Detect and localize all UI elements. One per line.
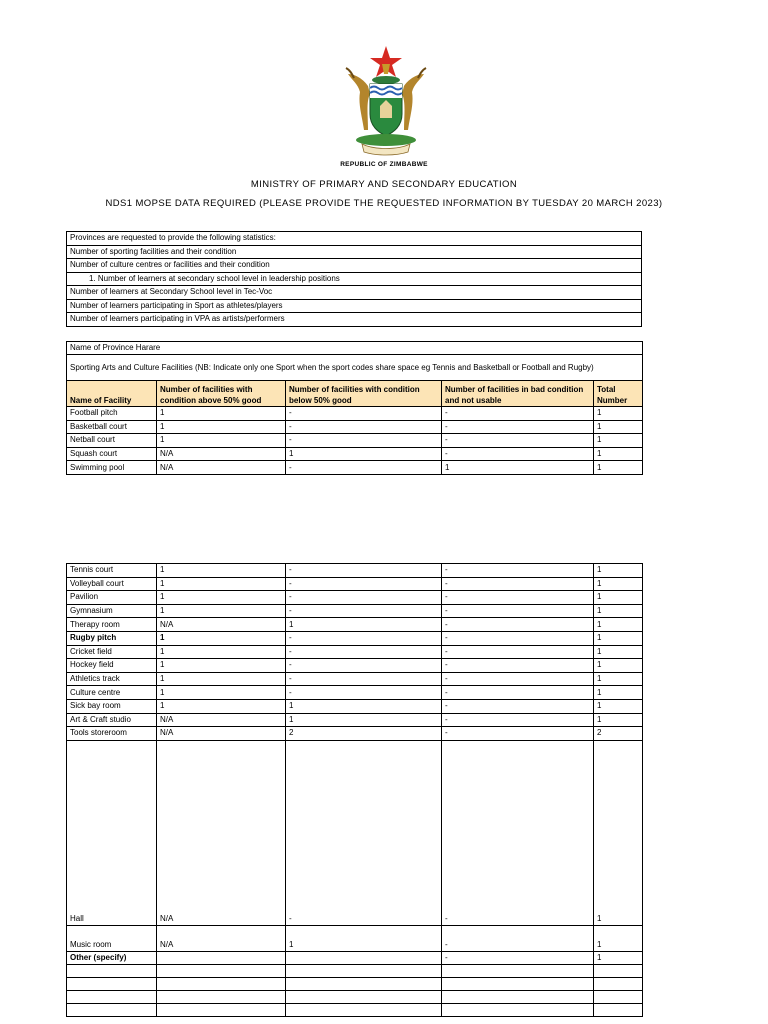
table-row: [67, 564, 643, 578]
table-cell: 1: [286, 713, 442, 727]
coat-of-arms-emblem: [338, 44, 434, 158]
table-cell: -: [442, 727, 594, 741]
table-cell: 1: [286, 925, 442, 951]
table-cell: -: [442, 577, 594, 591]
table-cell: 1: [157, 434, 286, 448]
facility-name-cell: Football pitch: [67, 407, 157, 421]
republic-heading: REPUBLIC OF ZIMBABWE: [340, 161, 428, 168]
table-cell: 1: [157, 577, 286, 591]
column-header: Total Number: [594, 381, 643, 407]
table-cell: 1: [442, 461, 594, 475]
facilities-table-part2: [66, 563, 643, 1017]
table-cell: -: [442, 591, 594, 605]
table-cell: -: [286, 564, 442, 578]
facility-name-cell: Culture centre: [67, 686, 157, 700]
stats-item: Number of culture centres or facilities and their condition: [67, 259, 642, 273]
table-cell: -: [442, 645, 594, 659]
table-cell: 1: [594, 420, 643, 434]
empty-cell: [67, 977, 157, 990]
table-cell: 1: [594, 434, 643, 448]
province-name: Name of Province Harare: [67, 342, 643, 355]
table-cell: -: [286, 420, 442, 434]
empty-cell: [442, 977, 594, 990]
ministry-heading: MINISTRY OF PRIMARY AND SECONDARY EDUCATION: [250, 179, 518, 190]
table-cell: 1: [594, 618, 643, 632]
table-cell: 2: [594, 727, 643, 741]
table-cell: -: [286, 591, 442, 605]
table-cell: -: [442, 686, 594, 700]
table-cell: 1: [157, 699, 286, 713]
table-cell: N/A: [157, 713, 286, 727]
stats-item: Number of learners at Secondary School level in Tec-Voc: [67, 286, 642, 300]
table-cell: N/A: [157, 447, 286, 461]
facility-name-cell: Squash court: [67, 447, 157, 461]
table-cell: 1: [594, 951, 643, 964]
table-cell: -: [286, 434, 442, 448]
table-cell: 1: [594, 461, 643, 475]
empty-cell: [442, 964, 594, 977]
table-cell: 1: [157, 631, 286, 645]
table-cell: 1: [157, 659, 286, 673]
table-cell: 1: [594, 577, 643, 591]
table-row: [67, 686, 643, 700]
table-cell: -: [286, 604, 442, 618]
table-cell: 1: [594, 740, 643, 925]
table-cell: N/A: [157, 925, 286, 951]
empty-cell: [442, 1003, 594, 1016]
facility-name-cell: Volleyball court: [67, 577, 157, 591]
empty-cell: [67, 964, 157, 977]
table-cell: N/A: [157, 740, 286, 925]
table-cell: 1: [157, 686, 286, 700]
table-cell: -: [286, 686, 442, 700]
column-header: Number of facilities with condition below 50% good: [286, 381, 442, 407]
empty-cell: [286, 977, 442, 990]
table-cell: 1: [157, 407, 286, 421]
table-cell: -: [286, 740, 442, 925]
table-cell: Other (specify): [67, 951, 157, 964]
table-cell: 2: [286, 727, 442, 741]
facility-name-cell: Rugby pitch: [67, 631, 157, 645]
table-row: [67, 407, 643, 421]
empty-cell: [67, 990, 157, 1003]
table-row: [67, 577, 643, 591]
facility-name-cell: Tennis court: [67, 564, 157, 578]
table-cell: 1: [594, 686, 643, 700]
table-cell: 1: [594, 447, 643, 461]
table-cell: N/A: [157, 727, 286, 741]
facility-name-cell: Gymnasium: [67, 604, 157, 618]
empty-cell: [157, 990, 286, 1003]
table-row: [67, 591, 643, 605]
table-cell: 1: [594, 672, 643, 686]
table-row: [67, 645, 643, 659]
section-title: Sporting Arts and Culture Facilities (NB: Indicate only one Sport when the sport codes share space eg Tennis and Basketball or Football and Rugby): [67, 355, 643, 381]
empty-cell: [594, 990, 643, 1003]
table-cell: -: [442, 564, 594, 578]
empty-cell: [286, 964, 442, 977]
table-cell: -: [286, 659, 442, 673]
facility-name-cell: Cricket field: [67, 645, 157, 659]
stats-item: Number of learners participating in VPA as artists/performers: [67, 313, 642, 327]
table-cell: 1: [594, 645, 643, 659]
table-cell: -: [286, 631, 442, 645]
table-row: [67, 713, 643, 727]
table-cell: N/A: [157, 461, 286, 475]
column-header: Name of Facility: [67, 381, 157, 407]
table-cell: -: [442, 740, 594, 925]
table-row: [67, 461, 643, 475]
table-cell: -: [286, 645, 442, 659]
table-cell: 1: [594, 407, 643, 421]
table-row: [67, 434, 643, 448]
table-cell: 1: [157, 420, 286, 434]
table-cell: -: [286, 407, 442, 421]
column-header: Number of facilities in bad condition and not usable: [442, 381, 594, 407]
stats-item: Number of learners participating in Sport as athletes/players: [67, 299, 642, 313]
stats-item: Number of sporting facilities and their condition: [67, 245, 642, 259]
empty-cell: [67, 1003, 157, 1016]
table-cell: 1: [594, 564, 643, 578]
table-cell: Music room: [67, 925, 157, 951]
facility-name-cell: Swimming pool: [67, 461, 157, 475]
empty-cell: [594, 977, 643, 990]
table-cell: -: [286, 461, 442, 475]
table-cell: 1: [286, 447, 442, 461]
table-cell: 1: [157, 645, 286, 659]
facility-name-cell: Sick bay room: [67, 699, 157, 713]
table-cell: Hall: [67, 740, 157, 925]
table-cell: [157, 951, 286, 964]
table-cell: 1: [594, 659, 643, 673]
table-row: [67, 420, 643, 434]
empty-cell: [594, 1003, 643, 1016]
table-row: [67, 727, 643, 741]
table-cell: 1: [594, 925, 643, 951]
table-cell: 1: [594, 699, 643, 713]
table-cell: 1: [594, 591, 643, 605]
table-cell: -: [442, 672, 594, 686]
table-cell: 1: [157, 672, 286, 686]
table-row: [67, 604, 643, 618]
empty-cell: [286, 990, 442, 1003]
table-row: [67, 447, 643, 461]
table-cell: -: [442, 420, 594, 434]
empty-cell: [157, 977, 286, 990]
table-cell: 1: [594, 713, 643, 727]
facility-name-cell: Athletics track: [67, 672, 157, 686]
empty-cell: [157, 964, 286, 977]
table-row: [67, 699, 643, 713]
statistics-request-table: [66, 231, 642, 327]
facility-name-cell: Netball court: [67, 434, 157, 448]
facilities-table-part1: [66, 341, 643, 475]
table-cell: 1: [157, 604, 286, 618]
empty-cell: [594, 964, 643, 977]
facility-name-cell: Pavilion: [67, 591, 157, 605]
table-cell: N/A: [157, 618, 286, 632]
table-cell: -: [442, 951, 594, 964]
table-cell: [286, 951, 442, 964]
stats-intro: Provinces are requested to provide the following statistics:: [67, 232, 642, 246]
table-cell: 1: [286, 618, 442, 632]
table-cell: -: [442, 407, 594, 421]
facility-name-cell: Basketball court: [67, 420, 157, 434]
column-header: Number of facilities with condition above 50% good: [157, 381, 286, 407]
facility-name-cell: Tools storeroom: [67, 727, 157, 741]
table-cell: 1: [157, 591, 286, 605]
nds-title: NDS1 MOPSE DATA REQUIRED (PLEASE PROVIDE THE REQUESTED INFORMATION BY TUESDAY 20 MARCH 2023): [105, 198, 663, 209]
table-cell: -: [286, 672, 442, 686]
table-cell: -: [442, 447, 594, 461]
empty-cell: [442, 990, 594, 1003]
facility-name-cell: Art & Craft studio: [67, 713, 157, 727]
table-cell: 1: [286, 699, 442, 713]
table-cell: 1: [594, 604, 643, 618]
table-cell: -: [442, 659, 594, 673]
table-cell: -: [442, 434, 594, 448]
table-row: [67, 659, 643, 673]
facility-name-cell: Therapy room: [67, 618, 157, 632]
table-cell: 1: [157, 564, 286, 578]
table-cell: -: [442, 699, 594, 713]
empty-cell: [286, 1003, 442, 1016]
table-cell: -: [286, 577, 442, 591]
empty-cell: [157, 1003, 286, 1016]
table-cell: -: [442, 925, 594, 951]
table-cell: -: [442, 618, 594, 632]
table-cell: -: [442, 631, 594, 645]
table-cell: -: [442, 604, 594, 618]
stats-item: 1. Number of learners at secondary school level in leadership positions: [67, 272, 642, 286]
table-cell: -: [442, 713, 594, 727]
table-row: [67, 672, 643, 686]
table-row: [67, 631, 643, 645]
facility-name-cell: Hockey field: [67, 659, 157, 673]
table-row: [67, 618, 643, 632]
table-cell: 1: [594, 631, 643, 645]
